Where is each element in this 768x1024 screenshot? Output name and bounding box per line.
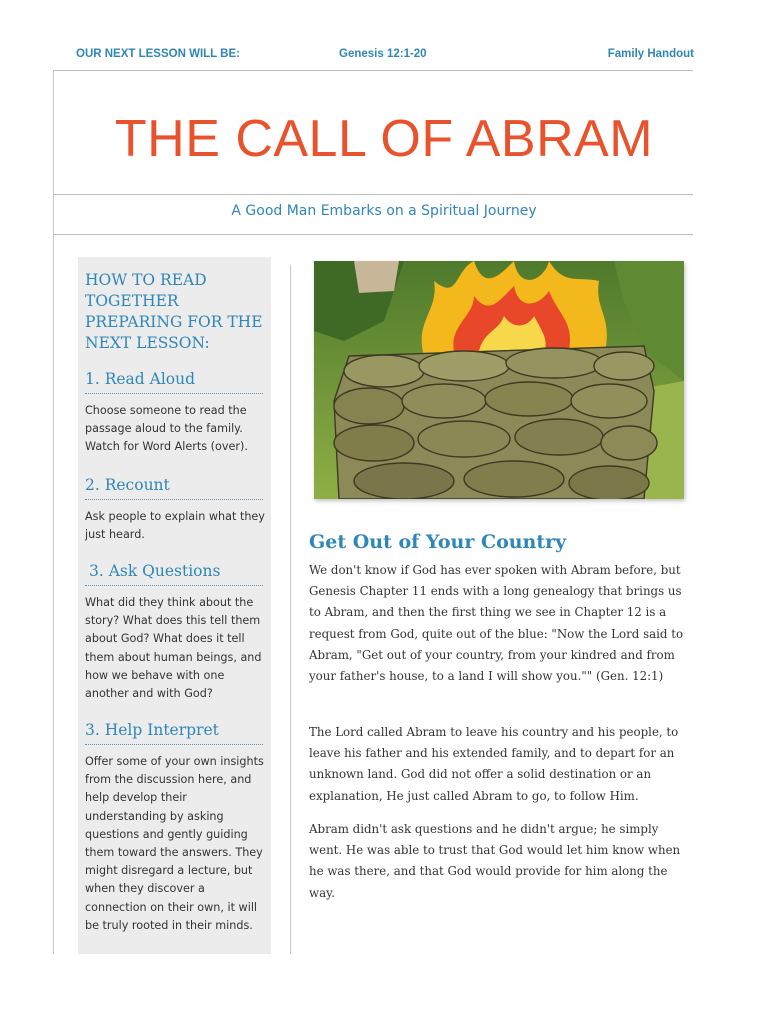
reading-guide-sidebar xyxy=(78,257,271,954)
title-top-rule xyxy=(53,70,693,71)
header-strip xyxy=(74,46,694,64)
article-paragraph: We don't know if God has ever spoken with Abram before, but Genesis Chapter 11 ends with a long genealogy that brings us to Abram, and then the first thing we see in Chapter 12 is a request from God, quite out of the blue: "Now the Lord said to Abram, "Get out of your country, from your kindred and from your father's house, to a land I will show you."" (Gen. 12:1) xyxy=(309,563,684,684)
step-title: 2. Recount xyxy=(85,476,170,494)
step-divider xyxy=(85,744,263,745)
step-title: 3. Ask Questions xyxy=(89,562,221,580)
altar-illustration xyxy=(314,261,684,499)
step-divider xyxy=(85,585,263,586)
article-title: Get Out of Your Country xyxy=(309,531,567,553)
sidebar-heading: HOW TO READ TOGETHER PREPARING FOR THE NEXT LESSON: xyxy=(85,271,263,352)
altar-fire-image xyxy=(314,261,684,499)
step-divider xyxy=(85,499,263,500)
step-title: 1. Read Aloud xyxy=(85,370,196,388)
handout-type: Family Handout xyxy=(607,48,694,60)
page-subtitle: A Good Man Embarks on a Spiritual Journey xyxy=(231,203,537,219)
subtitle-bottom-rule xyxy=(53,234,693,235)
article-paragraph: Abram didn't ask questions and he didn't argue; he simply went. He was able to trust that God would let him know when he was there, and that God would provide for him along the way. xyxy=(309,822,681,900)
step-text: Choose someone to read the passage aloud to the family. Watch for Word Alerts (over). xyxy=(85,404,248,454)
step-text: What did they think about the story? What does this tell them about God? What does it tell them about human beings, and how we behave with one another and with God? xyxy=(85,596,262,701)
article-paragraph: The Lord called Abram to leave his country and his people, to leave his father and his extended family, and to depart for an unknown land. God did not offer a solid destination or an explanation, He just called Abram to go, to follow Him. xyxy=(309,725,679,803)
page-title: THE CALL OF ABRAM xyxy=(114,110,654,168)
step-recount xyxy=(85,474,265,544)
step-divider xyxy=(85,393,263,394)
step-title: 3. Help Interpret xyxy=(85,721,219,739)
step-help-interpret xyxy=(85,719,265,935)
step-read-aloud xyxy=(85,368,265,457)
step-text: Ask people to explain what they just heard. xyxy=(85,510,265,542)
step-text: Offer some of your own insights from the discussion here, and help develop their understanding by asking questions and gently guiding them toward the answers. They might disregard a lecture, but when they discover a connection on their own, it will be truly rooted in their minds. xyxy=(85,755,264,932)
next-lesson-label: OUR NEXT LESSON WILL BE: xyxy=(76,48,240,60)
step-ask-questions xyxy=(85,560,265,703)
frame-column-divider xyxy=(290,265,291,954)
passage-reference: Genesis 12:1-20 xyxy=(339,48,427,60)
title-bottom-rule xyxy=(53,194,693,195)
